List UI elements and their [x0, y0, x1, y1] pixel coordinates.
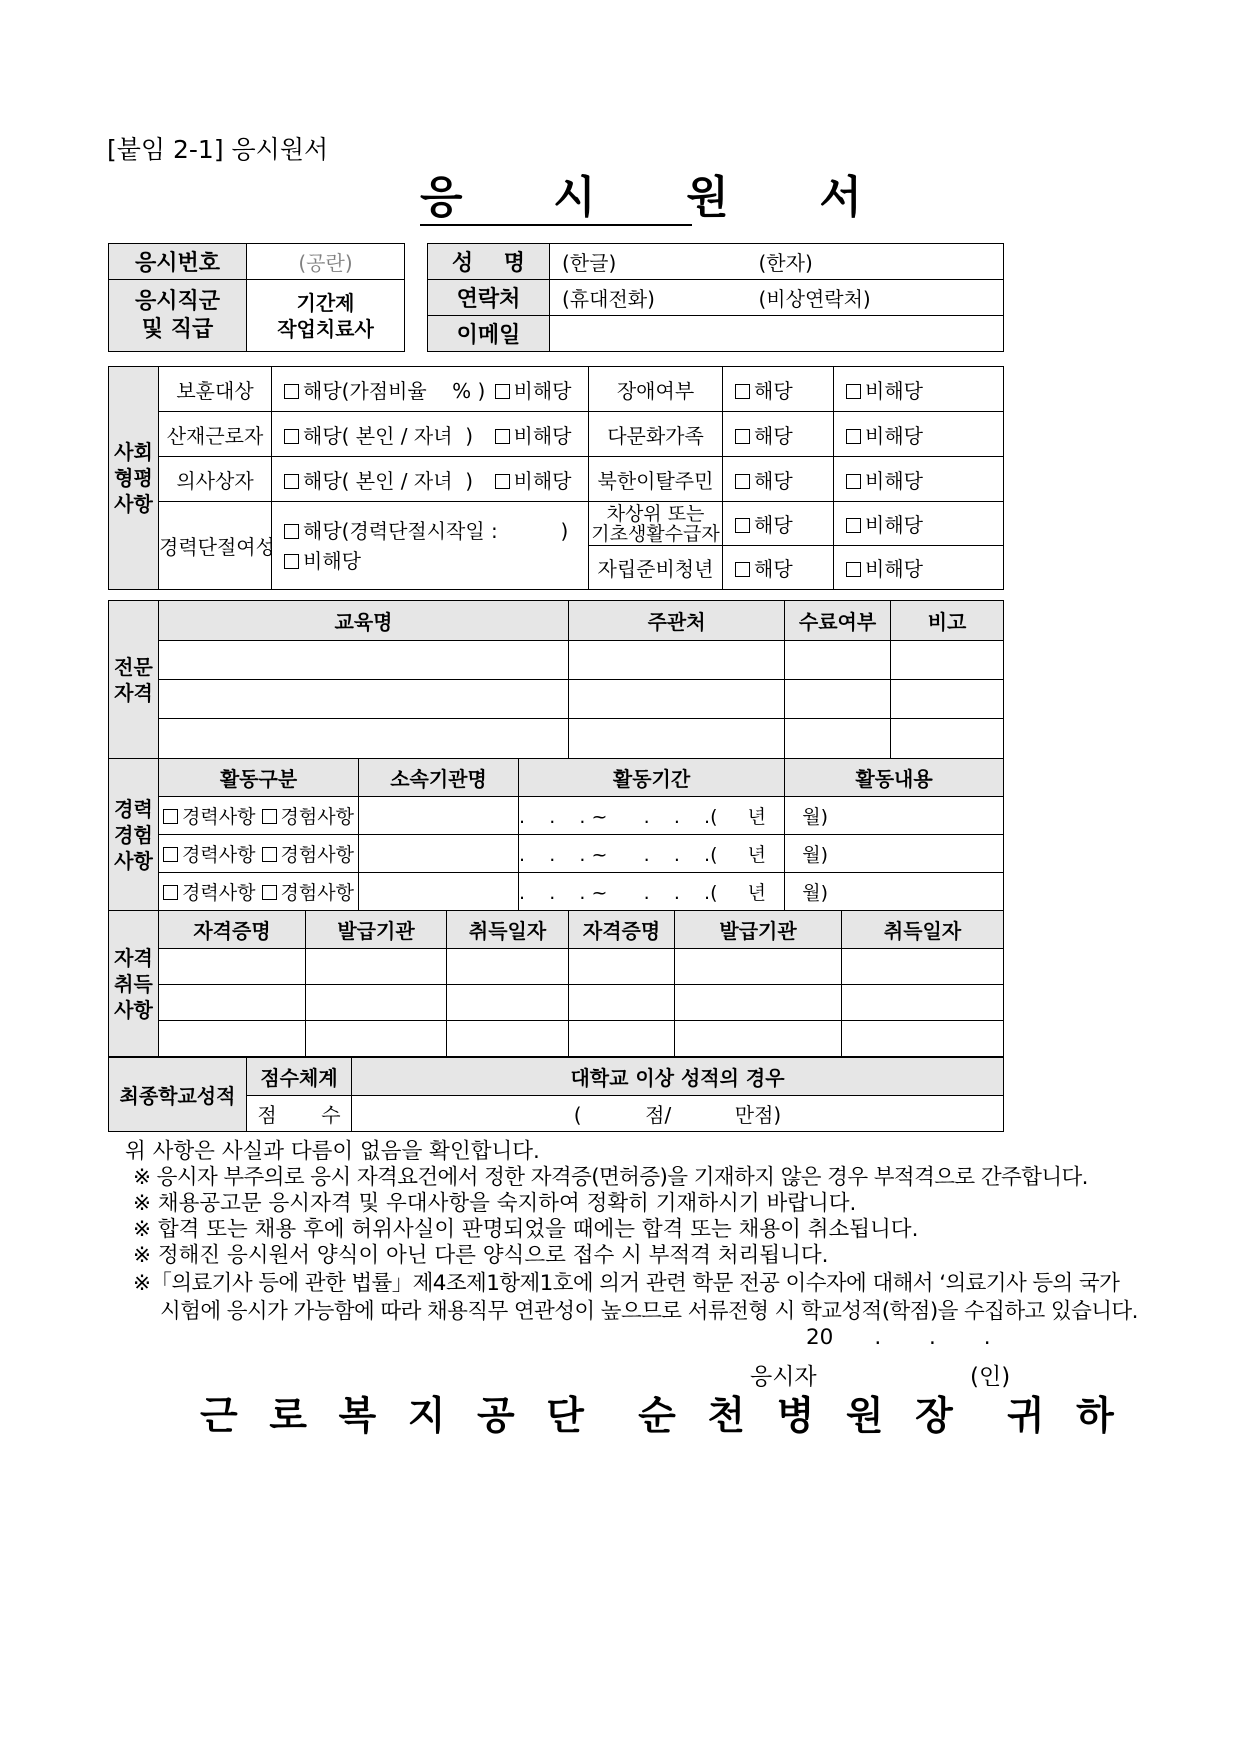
table-row [109, 835, 1004, 873]
table-row [109, 1021, 1004, 1057]
exam-no-label: 응시번호 [109, 244, 247, 280]
qualification-table [108, 600, 1004, 1057]
email-label: 이메일 [428, 316, 550, 352]
note-item: ※ 정해진 응시원서 양식이 아닌 다른 양식으로 접수 시 부적격 처리됩니다. [133, 1243, 829, 1268]
cell[interactable] [159, 680, 569, 719]
table-row [109, 873, 1004, 911]
cell[interactable] [842, 949, 1004, 985]
career-break-label: 경력단절여성 [159, 502, 272, 590]
cell[interactable] [675, 949, 842, 985]
score-label: 점 수 [247, 1096, 352, 1132]
table-row [109, 949, 1004, 985]
note-item: ※「의료기사 등에 관한 법률」제4조제1항제1호에 의거 관련 학문 전공 이수자에 대해서 ‘의료기사 등의 국가 [133, 1271, 1120, 1296]
checkbox-icon[interactable] [735, 429, 750, 444]
cell[interactable] [159, 949, 306, 985]
industrial-worker-no-text: 비해당 [513, 423, 572, 448]
checkbox-icon[interactable] [284, 474, 299, 489]
career-break-yes-text: 해당(경력단절시작일 : [303, 518, 498, 543]
note-item: ※ 합격 또는 채용 후에 허위사실이 판명되었을 때에는 합격 또는 채용이 취소됩니다. [133, 1217, 919, 1242]
cell[interactable] [359, 797, 519, 835]
righteous-label: 의사상자 [159, 457, 272, 502]
experience-option: 경험사항 [280, 806, 354, 828]
career-break-close: ) [560, 518, 569, 543]
period-field[interactable]: . . . ~ . . .( 년 월) [519, 873, 785, 911]
job-label-line1: 응시직군 [134, 288, 220, 314]
name-label: 성 명 [428, 244, 550, 280]
career-break-no-text: 비해당 [303, 548, 361, 573]
cell[interactable] [675, 1021, 842, 1057]
cell[interactable] [891, 719, 1004, 759]
near-poverty-yes: 해당 [754, 513, 793, 537]
header-completion: 수료여부 [785, 601, 891, 641]
attachment-label: [붙임 2-1] 응시원서 [107, 135, 329, 164]
note-item: ※ 응시자 부주의로 응시 자격요건에서 정한 자격증(면허증)을 기재하지 않은 경우 부적격으로 간주합니다. [133, 1165, 1088, 1190]
industrial-worker-no-option[interactable] [495, 420, 572, 449]
multicultural-label: 다문화가족 [589, 412, 723, 457]
name-korean-field[interactable]: (한글) [550, 244, 747, 280]
checkbox-icon[interactable] [735, 562, 750, 577]
confirm-text: 위 사항은 사실과 다름이 없음을 확인합니다. [125, 1139, 540, 1164]
cell[interactable] [891, 641, 1004, 680]
checkbox-icon[interactable] [163, 847, 178, 862]
disability-yes: 해당 [754, 378, 793, 403]
veteran-no-option[interactable] [495, 375, 572, 404]
cell[interactable] [569, 719, 785, 759]
table-row [109, 641, 1004, 680]
checkbox-icon[interactable] [846, 384, 861, 399]
header-activity-period: 활동기간 [519, 759, 785, 797]
job-value-line2: 작업치료사 [277, 316, 374, 341]
industrial-worker-yes-text: 해당( 본인 / 자녀 ) [303, 423, 474, 448]
checkbox-icon[interactable] [163, 809, 178, 824]
note-item: 시험에 응시가 가능함에 따라 채용직무 연관성이 높으므로 서류전형 시 학교성적(학점)을 수집하고 있습니다. [160, 1299, 1138, 1324]
multicultural-yes: 해당 [754, 423, 793, 448]
header-organizer: 주관처 [569, 601, 785, 641]
job-value [247, 280, 405, 352]
grades-label: 최종학교성적 [109, 1058, 247, 1132]
grades-table [108, 1057, 1004, 1132]
checkbox-icon[interactable] [495, 429, 510, 444]
defector-no: 비해당 [865, 468, 923, 493]
cell[interactable] [359, 873, 519, 911]
cell[interactable] [359, 835, 519, 873]
cell[interactable] [159, 719, 569, 759]
contact-emergency-field[interactable]: (비상연락처) [747, 280, 1004, 316]
youth-yes: 해당 [754, 557, 793, 581]
checkbox-icon[interactable] [262, 847, 277, 862]
checkbox-icon[interactable] [735, 474, 750, 489]
social-equity-table [108, 366, 1004, 590]
checkbox-icon[interactable] [495, 474, 510, 489]
job-label-line2: 및 직급 [141, 316, 214, 342]
header-issuer-2: 발급기관 [675, 911, 842, 949]
cell[interactable] [306, 1021, 447, 1057]
cell[interactable] [447, 985, 569, 1021]
youth-no: 비해당 [865, 557, 923, 581]
name-hanja-field[interactable]: (한자) [747, 244, 1004, 280]
checkbox-icon[interactable] [846, 429, 861, 444]
checkbox-icon[interactable] [846, 562, 861, 577]
score-field[interactable]: ( 점/ 만점) [352, 1096, 1004, 1132]
cell[interactable] [785, 719, 891, 759]
cell[interactable] [891, 680, 1004, 719]
cell[interactable] [306, 949, 447, 985]
contact-label: 연락처 [428, 280, 550, 316]
disability-no: 비해당 [865, 378, 923, 403]
contact-mobile-field[interactable]: (휴대전화) [550, 280, 747, 316]
seal-label[interactable]: (인) [970, 1364, 1011, 1390]
period-field[interactable]: . . . ~ . . .( 년 월) [519, 797, 785, 835]
checkbox-icon[interactable] [735, 384, 750, 399]
career-option: 경력사항 [182, 882, 256, 904]
righteous-yes-text: 해당( 본인 / 자녀 ) [303, 468, 474, 493]
header-issuer-1: 발급기관 [306, 911, 447, 949]
checkbox-icon[interactable] [284, 384, 299, 399]
cell[interactable] [159, 985, 306, 1021]
header-cert-name-1: 자격증명 [159, 911, 306, 949]
cell[interactable] [785, 680, 891, 719]
header-remarks: 비고 [891, 601, 1004, 641]
applicant-info-table [427, 243, 1004, 352]
header-date-2: 취득일자 [842, 911, 1004, 949]
cell[interactable] [159, 1021, 306, 1057]
checkbox-icon[interactable] [262, 885, 277, 900]
cell[interactable] [785, 641, 891, 680]
defector-label: 북한이탈주민 [589, 457, 723, 502]
social-section-label: 사회 형평 사항 [109, 367, 159, 590]
table-row [109, 680, 1004, 719]
cell[interactable] [569, 1021, 675, 1057]
experience-section-label: 경력 경험 사항 [109, 759, 159, 911]
righteous-no-text: 비해당 [513, 468, 572, 493]
industrial-worker-label: 산재근로자 [159, 412, 272, 457]
veteran-yes-text: 해당(가점비율 % ) [303, 378, 486, 403]
period-field[interactable]: . . . ~ . . .( 년 월) [519, 835, 785, 873]
checkbox-icon[interactable] [284, 429, 299, 444]
youth-label: 자립준비청년 [589, 546, 723, 590]
career-option: 경력사항 [182, 806, 256, 828]
righteous-no-option[interactable] [495, 465, 572, 494]
cell[interactable] [569, 641, 785, 680]
addressee: 근 로 복 지 공 단 순 천 병 원 장 귀 하 [200, 1394, 1123, 1439]
checkbox-icon[interactable] [846, 474, 861, 489]
table-row [109, 719, 1004, 759]
form-title: 응 시 원 서 [420, 172, 692, 226]
checkbox-icon[interactable] [846, 518, 861, 533]
header-education-name: 교육명 [159, 601, 569, 641]
veteran-no-text: 비해당 [513, 378, 572, 403]
experience-option: 경험사항 [280, 844, 354, 866]
career-option: 경력사항 [182, 844, 256, 866]
experience-option: 경험사항 [280, 882, 354, 904]
checkbox-icon[interactable] [495, 384, 510, 399]
cell[interactable] [842, 985, 1004, 1021]
cell[interactable] [447, 1021, 569, 1057]
scheme-label: 점수체계 [247, 1058, 352, 1096]
professional-section-label: 전문 자격 [109, 601, 159, 759]
checkbox-icon[interactable] [163, 885, 178, 900]
exam-no-value[interactable]: (공란) [247, 244, 405, 280]
header-activity-type: 활동구분 [159, 759, 359, 797]
cell[interactable] [675, 985, 842, 1021]
cell[interactable] [447, 949, 569, 985]
checkbox-icon[interactable] [284, 524, 299, 539]
date-line[interactable]: 20 . . . [806, 1325, 991, 1350]
job-label [109, 280, 247, 352]
disability-label: 장애여부 [589, 367, 723, 412]
scheme-value: 대학교 이상 성적의 경우 [352, 1058, 1004, 1096]
defector-yes: 해당 [754, 468, 793, 493]
veteran-label: 보훈대상 [159, 367, 272, 412]
near-poverty-no: 비해당 [865, 513, 923, 537]
header-activity-content: 활동내용 [785, 759, 1004, 797]
cell[interactable] [306, 985, 447, 1021]
near-poverty-label-1: 차상위 또는 [606, 502, 705, 525]
applicant-label: 응시자 [750, 1364, 817, 1390]
checkbox-icon[interactable] [735, 518, 750, 533]
veteran-yes-option[interactable] [284, 379, 485, 403]
cell[interactable] [569, 949, 675, 985]
note-item: ※ 채용공고문 응시자격 및 우대사항을 숙지하여 정확히 기재하시기 바랍니다. [133, 1191, 857, 1216]
certificate-section-label: 자격 취득 사항 [109, 911, 159, 1057]
exam-info-table [108, 243, 405, 352]
job-value-line1: 기간제 [296, 290, 355, 315]
near-poverty-label-2: 기초생활수급자 [591, 522, 720, 545]
cell[interactable] [569, 680, 785, 719]
header-date-1: 취득일자 [447, 911, 569, 949]
cell[interactable] [569, 985, 675, 1021]
header-cert-name-2: 자격증명 [569, 911, 675, 949]
cell[interactable] [842, 1021, 1004, 1057]
table-row [109, 797, 1004, 835]
multicultural-no: 비해당 [865, 423, 923, 448]
email-field[interactable] [550, 316, 1004, 352]
table-row [109, 985, 1004, 1021]
checkbox-icon[interactable] [262, 809, 277, 824]
cell[interactable] [159, 641, 569, 680]
header-affiliation: 소속기관명 [359, 759, 519, 797]
checkbox-icon[interactable] [284, 554, 299, 569]
